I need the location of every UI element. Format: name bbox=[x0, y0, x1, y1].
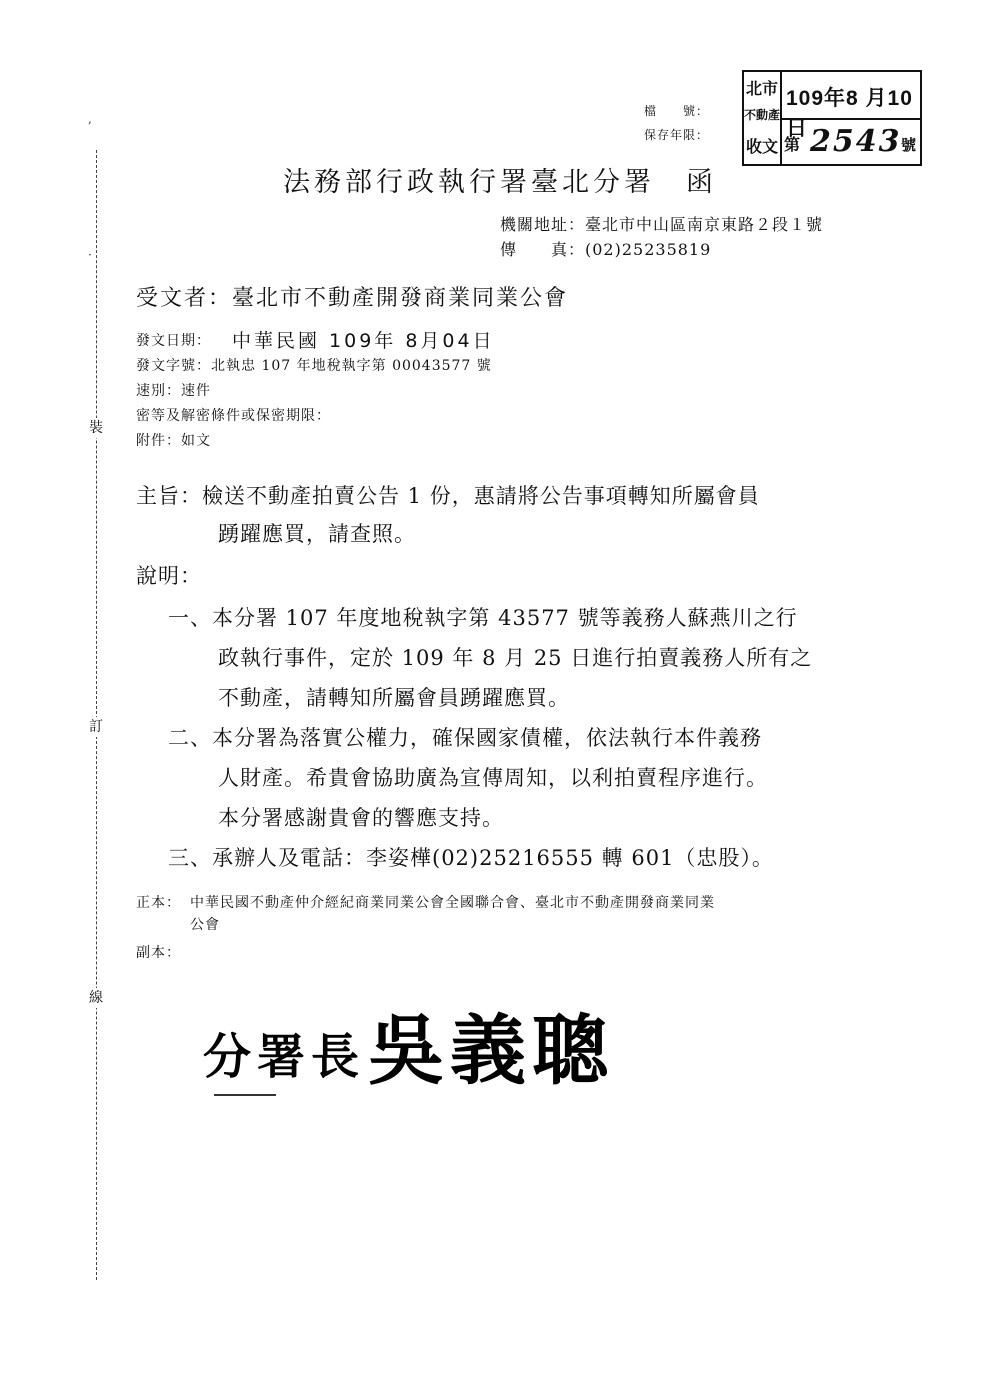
speed-class: 速別：速件 bbox=[136, 383, 211, 399]
subject-line-1: 主旨：檢送不動產拍賣公告 1 份，惠請將公告事項轉知所屬會員 bbox=[136, 484, 760, 508]
agency-address: 機關地址：臺北市中山區南京東路２段１號 bbox=[500, 215, 824, 234]
secrecy-level: 密等及解密條件或保密期限： bbox=[136, 408, 331, 424]
cc-label: 副本： bbox=[136, 945, 181, 961]
retention-label: 保存年限： bbox=[644, 128, 710, 142]
binding-char-ding: 訂 bbox=[86, 717, 106, 737]
subject-line-2: 踴躍應買，請查照。 bbox=[218, 522, 416, 546]
document-title: 法務部行政執行署臺北分署 函 bbox=[283, 167, 717, 198]
stamp-date: 109年8 月10日 bbox=[786, 87, 913, 140]
stamp-org-line3: 收文 bbox=[745, 139, 778, 156]
explanation-item-2-line-2: 人財產。希貴會協助廣為宣傳周知，以利拍賣程序進行。 bbox=[218, 766, 768, 790]
explanation-item-2-line-3: 本分署感謝貴會的響應支持。 bbox=[218, 806, 504, 830]
binding-char-xian: 線 bbox=[86, 988, 106, 1008]
explanation-item-1-line-1: 一、本分署 107 年度地稅執字第 43577 號等義務人蘇燕川之行 bbox=[168, 606, 798, 630]
explanation-item-1-line-3: 不動產，請轉知所屬會員踴躍應買。 bbox=[218, 686, 570, 710]
main-copy-line-2: 公會 bbox=[190, 917, 220, 933]
stamp-number-prefix: 第 bbox=[784, 137, 801, 154]
explanation-heading: 說明： bbox=[136, 564, 202, 588]
attachment: 附件：如文 bbox=[136, 433, 211, 449]
explanation-item-2-line-1: 二、本分署為落實公權力，確保國家債權，依法執行本件義務 bbox=[168, 726, 762, 750]
explanation-item-3-line-1: 三、承辦人及電話：李姿樺(02)25216555 轉 601（忠股）。 bbox=[168, 846, 774, 870]
issue-date-label: 發文日期： bbox=[136, 333, 211, 349]
main-copy-label: 正本： bbox=[136, 895, 181, 911]
signature-underline bbox=[214, 1094, 276, 1096]
signature-title: 分署長 bbox=[203, 1029, 366, 1085]
explanation-item-1-line-2: 政執行事件，定於 109 年 8 月 25 日進行拍賣義務人所有之 bbox=[218, 646, 813, 670]
recipient: 受文者：臺北市不動產開發商業同業公會 bbox=[136, 286, 569, 311]
signature-name: 吳義聰 bbox=[368, 1006, 614, 1095]
margin-tick: , bbox=[88, 112, 92, 126]
document-number: 發文字號：北執忠 107 年地稅執字第 00043577 號 bbox=[136, 358, 492, 374]
main-copy-line-1: 中華民國不動產仲介經紀商業同業公會全國聯合會、臺北市不動產開發商業同業 bbox=[190, 895, 715, 911]
agency-fax: 傳 真：(02)25235819 bbox=[500, 240, 712, 259]
file-number-label: 檔 號： bbox=[644, 104, 710, 118]
issue-date-value: 中華民國 109年 8月04日 bbox=[232, 330, 495, 352]
stamp-org-line1: 北市 bbox=[745, 81, 778, 98]
stamp-number-suffix: 號 bbox=[900, 137, 916, 154]
binding-line bbox=[96, 150, 97, 1280]
binding-char-zhuang: 裝 bbox=[86, 418, 106, 438]
margin-tick: · bbox=[88, 248, 92, 262]
stamp-org-line2: 不動產 bbox=[744, 108, 781, 122]
stamp-number: 2543 bbox=[810, 124, 902, 159]
receipt-stamp bbox=[742, 70, 922, 166]
